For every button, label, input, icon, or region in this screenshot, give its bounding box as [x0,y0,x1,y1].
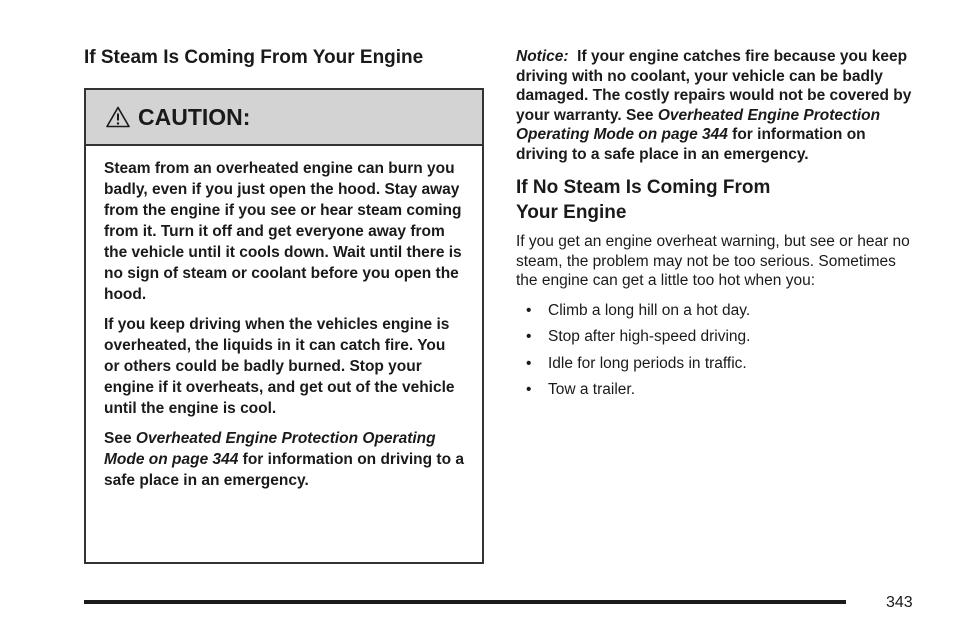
list-item [516,301,921,321]
overheat-paragraph: If you get an engine overheat warning, but see or hear no steam, the problem may not be too serious. Sometimes the engine can get a little too hot when you: [516,233,910,289]
notice-paragraph [516,47,921,164]
list-item [516,380,921,400]
caution-see-text: See [104,430,136,447]
caution-paragraph-3 [104,428,464,491]
warning-triangle-icon [106,106,130,128]
caution-body [86,146,482,491]
caution-see-suffix: for information on driving to a safe place in an emergency. [104,451,464,489]
bullet-icon: • [526,381,532,398]
list-item-text: Tow a trailer. [548,381,636,398]
caution-header [86,90,482,146]
section-heading-no-steam [516,175,921,225]
list-item [516,354,921,374]
bullet-icon: • [526,301,532,319]
caution-title: CAUTION: [138,103,251,130]
right-column [516,47,921,407]
page-number: 343 [886,594,913,611]
caution-paragraph-2: If you keep driving when the vehicles engine is overheated, the liquids in it can catch fire. You or others could be badly burned. Stop your engine if it overheats, and get out of the vehicle until the engine is cool. [104,316,455,417]
caution-paragraph-1: Steam from an overheated engine can burn you badly, even if you just open the hood. Stay away from the engine if you see or hear steam coming from it. Turn it off and get everyone away from the vehicle until it cools down. Wait until there is no sign of steam or coolant before you open the hood. [104,160,462,303]
list-item [516,327,921,347]
list-item-text: Climb a long hill on a hot day. [548,301,751,319]
notice-cross-reference: Overheated Engine Protection Operating Mode on page 344 [516,106,881,143]
bullet-icon: • [526,328,532,345]
heading-line-1: If No Steam Is Coming From [516,177,771,198]
section-heading-steam: If Steam Is Coming From Your Engine [84,47,424,68]
heading-line-2: Your Engine [516,202,627,223]
notice-label: Notice: [516,48,569,65]
list-item-text: Idle for long periods in traffic. [548,354,747,372]
footer-rule [84,600,846,604]
list-item-text: Stop after high-speed driving. [548,328,751,345]
caution-box [84,88,484,564]
notice-text-1: If your engine catches fire because you keep driving with no coolant, your vehicle can be badly damaged. The costly repairs would not be covered by your warranty. See [516,48,912,124]
caution-cross-reference: Overheated Engine Protection Operating Mode on page 344 [104,430,436,468]
bullet-list [516,301,921,400]
bullet-icon: • [526,354,532,372]
notice-text-2: for information on driving to a safe place in an emergency. [516,126,866,163]
